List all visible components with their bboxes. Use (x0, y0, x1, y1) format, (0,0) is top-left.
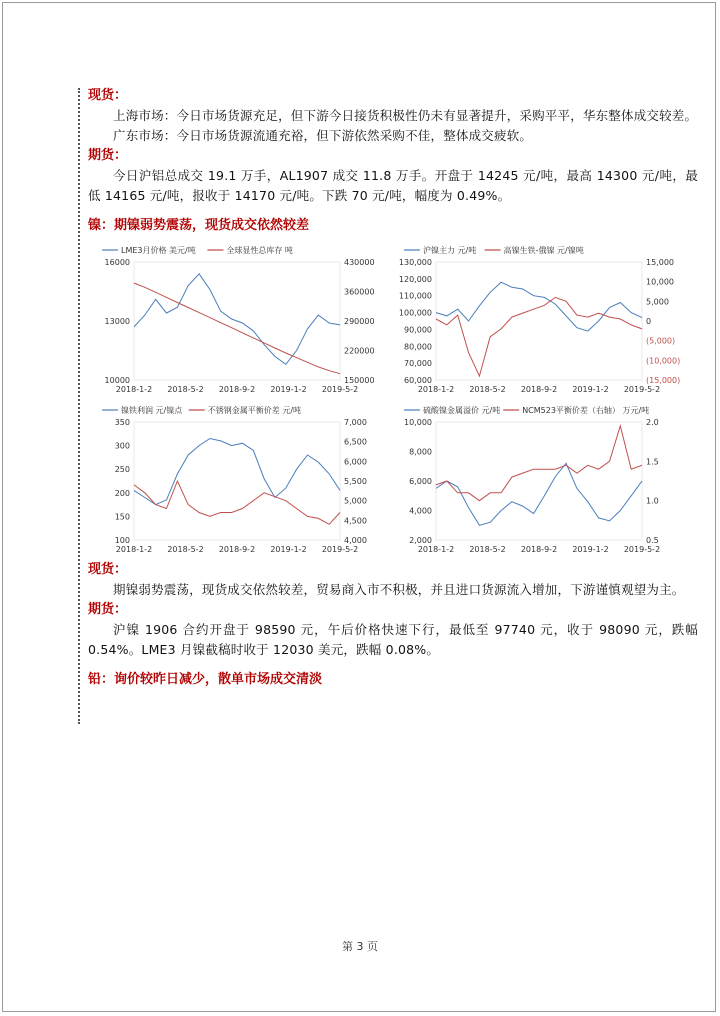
y-right-tick-label: 0.5 (646, 536, 659, 545)
y-left-tick-label: 100 (114, 536, 130, 545)
legend-label: 不锈钢金属平衡价差 元/吨 (207, 406, 302, 415)
chart-nickel-sulfate-premium (390, 400, 688, 560)
x-tick-label: 2018-5-2 (167, 545, 204, 554)
x-tick-label: 2019-5-2 (321, 545, 359, 554)
y-right-tick-label: (15,000) (646, 376, 681, 385)
x-tick-label: 2018-9-2 (218, 385, 256, 394)
chart-lme-nickel-price (88, 240, 386, 400)
y-left-tick-label: 8,000 (409, 447, 432, 457)
x-tick-label: 2018-9-2 (520, 385, 558, 394)
y-right-tick-label: 15,000 (646, 258, 674, 267)
legend-label: 沪镍主力 元/吨 (423, 246, 477, 255)
lead-section-title: 铅：询价较昨日减少，散单市场成交清淡 (88, 672, 323, 687)
y-left-tick-label: 300 (114, 441, 130, 451)
y-left-tick-label: 13000 (104, 317, 130, 326)
y-left-tick-label: 2,000 (409, 536, 432, 545)
y-left-tick-label: 110,000 (398, 291, 432, 301)
y-left-tick-label: 10000 (104, 376, 130, 385)
x-tick-label: 2019-5-2 (321, 385, 359, 394)
y-left-tick-label: 10,000 (404, 418, 432, 427)
left-margin-dotted-line (78, 88, 80, 724)
y-right-tick-label: 1.0 (646, 496, 659, 506)
aluminum-spot-heading: 现货： (88, 88, 128, 103)
y-right-tick-label: 6,500 (344, 437, 367, 447)
x-tick-label: 2018-9-2 (218, 545, 256, 554)
legend-label: 硫酸镍金属溢价 元/吨 (423, 406, 501, 415)
legend-label: 高镍生铁-俄镍 元/镍吨 (503, 246, 584, 255)
y-right-tick-label: (5,000) (646, 336, 676, 346)
y-right-tick-label: 2.0 (646, 418, 659, 427)
chart-lme-nickel-svg (88, 240, 386, 400)
x-tick-label: 2018-5-2 (469, 385, 506, 394)
plot-area (436, 422, 642, 540)
legend-label: LME3月价格 美元/吨 (121, 246, 196, 255)
y-left-tick-label: 200 (114, 488, 130, 498)
x-tick-label: 2019-1-2 (270, 545, 307, 554)
y-right-tick-label: 5,000 (646, 297, 669, 307)
x-tick-label: 2019-5-2 (623, 545, 661, 554)
series-line (436, 282, 642, 331)
shanghai-market-paragraph: 上海市场：今日市场货源充足，但下游今日接货积极性仍未有显著提升，采购平平，华东整体成交较差。 (113, 108, 698, 123)
y-left-tick-label: 120,000 (398, 274, 432, 284)
series-line (134, 274, 340, 365)
y-left-tick-label: 70,000 (404, 359, 432, 369)
y-right-tick-label: 7,000 (344, 418, 367, 427)
aluminum-futures-heading: 期货： (88, 148, 128, 163)
y-left-tick-label: 60,000 (404, 376, 432, 385)
y-left-tick-label: 6,000 (409, 477, 432, 486)
series-line (436, 426, 642, 501)
y-left-tick-label: 250 (114, 465, 130, 475)
y-right-tick-label: 220000 (344, 346, 375, 356)
nickel-charts-grid (88, 240, 688, 560)
y-left-tick-label: 350 (114, 418, 130, 427)
x-tick-label: 2018-1-2 (417, 545, 455, 554)
x-tick-label: 2019-1-2 (572, 545, 609, 554)
x-tick-label: 2019-5-2 (623, 385, 661, 394)
y-left-tick-label: 90,000 (404, 325, 432, 335)
x-tick-label: 2018-5-2 (469, 545, 506, 554)
y-right-tick-label: 6,000 (344, 457, 367, 467)
y-right-tick-label: 360000 (344, 287, 375, 297)
y-left-tick-label: 100,000 (398, 308, 432, 318)
series-line (134, 481, 340, 524)
series-line (436, 297, 642, 376)
legend-label: 全球显性总库存 吨 (226, 246, 293, 255)
x-tick-label: 2018-1-2 (115, 385, 153, 394)
page-number: 第 3 页 (342, 940, 378, 953)
chart-shfe-nickel-svg (390, 240, 688, 400)
legend-label: 镍铁利润 元/镍点 (121, 406, 183, 415)
series-line (134, 439, 340, 505)
legend-label: NCM523平衡价差（右轴） 万元/吨 (522, 406, 650, 415)
y-right-tick-label: 5,000 (344, 496, 367, 506)
chart-shfe-nickel-spread (390, 240, 688, 400)
x-tick-label: 2019-1-2 (572, 385, 609, 394)
x-tick-label: 2018-9-2 (520, 545, 558, 554)
y-left-tick-label: 130,000 (398, 258, 432, 267)
y-right-tick-label: 10,000 (646, 277, 674, 287)
x-tick-label: 2019-1-2 (270, 385, 307, 394)
nickel-section-title: 镍：期镍弱势震荡，现货成交依然较差 (88, 218, 310, 233)
series-line (134, 283, 340, 374)
y-right-tick-label: (10,000) (646, 356, 681, 366)
page-content (88, 86, 698, 690)
plot-area (436, 262, 642, 380)
plot-area (134, 422, 340, 540)
y-left-tick-label: 4,000 (409, 506, 432, 516)
nickel-spot-heading: 现货： (88, 562, 128, 577)
y-right-tick-label: 430000 (344, 258, 375, 267)
y-right-tick-label: 290000 (344, 317, 375, 326)
nickel-spot-paragraph: 期镍弱势震荡，现货成交依然较差，贸易商入市不积极，并且进口货源流入增加，下游谨慎观望为主。 (113, 582, 685, 597)
nickel-futures-heading: 期货： (88, 602, 128, 617)
chart-npi-profit (88, 400, 386, 560)
y-right-tick-label: 4,500 (344, 516, 367, 526)
chart-nickel-sulfate-svg (390, 400, 688, 560)
y-right-tick-label: 150000 (344, 376, 375, 385)
y-left-tick-label: 80,000 (404, 342, 432, 352)
y-right-tick-label: 4,000 (344, 536, 367, 545)
y-right-tick-label: 0 (646, 317, 652, 326)
nickel-futures-paragraph: 沪镍 1906 合约开盘于 98590 元，午后价格快速下行，最低至 97740 元，收于 98090 元，跌幅 0.54%。LME3 月镍截稿时收于 12030 美元，跌幅 0.08%。 (88, 622, 698, 657)
x-tick-label: 2018-5-2 (167, 385, 204, 394)
y-left-tick-label: 16000 (104, 258, 130, 267)
y-right-tick-label: 5,500 (344, 477, 367, 486)
x-tick-label: 2018-1-2 (417, 385, 455, 394)
aluminum-futures-paragraph: 今日沪铝总成交 19.1 万手，AL1907 成交 11.8 万手。开盘于 14245 元/吨，最高 14300 元/吨，最低 14165 元/吨，报收于 14170 元/吨。下跌 70 元/吨，幅度为 0.49%。 (88, 168, 698, 203)
chart-npi-profit-svg (88, 400, 386, 560)
y-right-tick-label: 1.5 (646, 457, 659, 467)
y-left-tick-label: 150 (114, 512, 130, 522)
x-tick-label: 2018-1-2 (115, 545, 153, 554)
series-line (436, 463, 642, 525)
guangdong-market-paragraph: 广东市场：今日市场货源流通充裕，但下游依然采购不佳，整体成交疲软。 (113, 128, 533, 143)
